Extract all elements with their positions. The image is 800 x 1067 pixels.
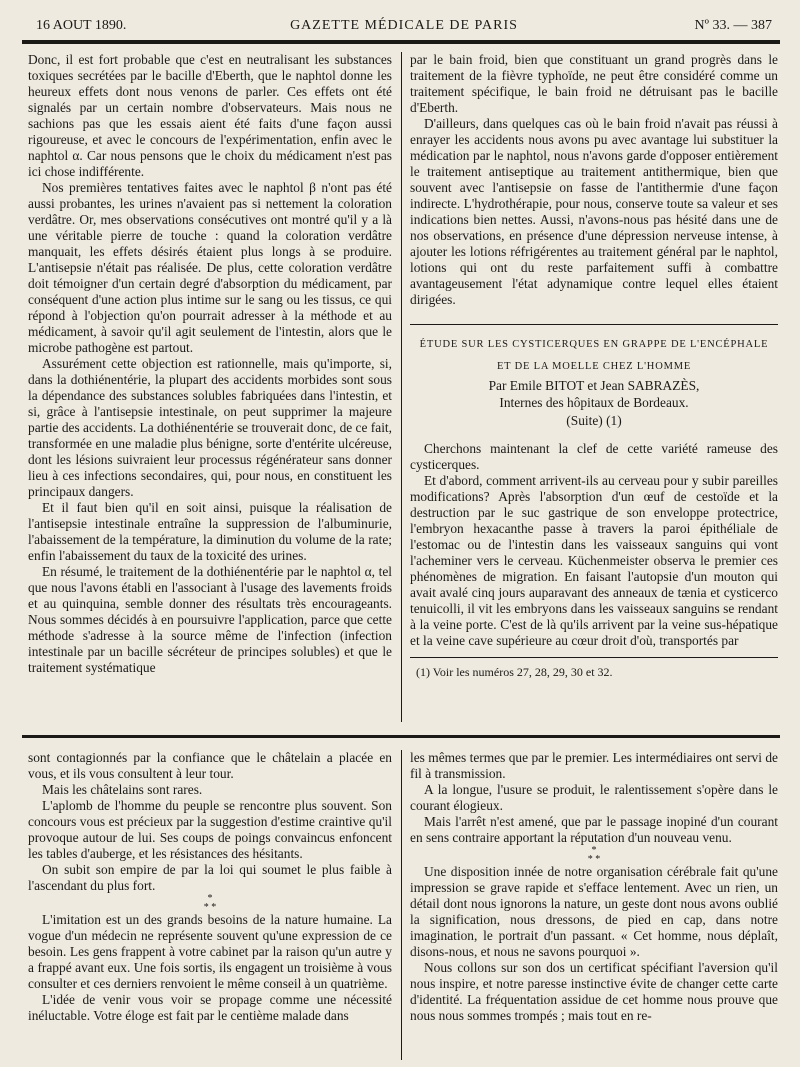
top-left-column [28,52,392,676]
paragraph: Donc, il est fort probable que c'est en neutralisant les substances toxiques secrétées par le bacille d'Eberth, que le naphtol donne les heureux effets dont nous venons de parler. Ces effets ont été signalés par un certain nombre d'observateurs. Mais nous ne sachions pas que les essais aient été faits d'une façon aussi rigoureuse, et avec le concours de l'expérimentation, enfin avec le naphtol α. Car nous pensons que le choix du médicament n'est pas ici chose indifférente. [28,52,392,179]
paragraph: Une disposition innée de notre organisation cérébrale fait qu'une impression se grave rapide et s'efface lentement. Avec un rien, un détail dont nous ignorons la nature, un geste dont nous avons oublié la signification, nous dressons, de pied en cap, dans notre imagination, le portrait d'un passant. « Cet homme, nous déplaît, disons-nous, et nous ne savons pourquoi ». [410,864,778,959]
paragraph: L'imitation est un des grands besoins de la nature humaine. La vogue d'un médecin ne représente souvent qu'une expression de ce besoin. Les gens frappent à votre cabinet par la raison qu'un autre y a frappé avant eux. Une fois sortis, ils engagent un troisième à vous consulter et ces derniers renvoient le même conseil à un quatrième. [28,912,392,991]
bottom-left-column [28,750,392,1024]
page-header [28,12,780,38]
article-affiliation: Internes des hôpitaux de Bordeaux. [499,395,689,410]
paragraph: par le bain froid, bien que constituant un grand progrès dans le traitement de la fièvre typhoïde, ne peut être considéré comme un traitement spécifique, le bain froid ne détruisant pas le bacille d'Eberth. [410,52,778,115]
paragraph: Cherchons maintenant la clef de cette variété rameuse des cysticerques. [410,441,778,472]
paragraph: Assurément cette objection est rationnelle, mais qu'importe, si, dans la dothiénentérie, la plupart des accidents morbides sont sous la dépendance des substances solubles fabriquées dans l'intestin, et si, grâce à l'antisepsie intestinale, on peut supprimer la majeure partie des accidents. La dothiénentérie se trouverait donc, de ce fait, transformée en une maladie plus bénigne, sorte d'entérite ulcéreuse, dont les lésions suivraient leur processus régénérateur sans donner lieu à ces infections secondaires, qui, pour nous, en constituent les principaux dangers. [28,356,392,499]
paragraph: L'aplomb de l'homme du peuple se rencontre plus souvent. Son concours vous est précieux par la suggestion d'estime craintive qu'il provoque autour de lui. Ses coups de poings convaincus enfoncent les tables d'auberge, et les résistances des hésitants. [28,798,392,861]
paragraph: sont contagionnés par la confiance que le châtelain a placée en vous, et ils vous consultent à leur tour. [28,750,392,781]
top-right-column [410,52,778,680]
section-separator [22,735,780,738]
paragraph: Mais l'arrêt n'est amené, que par le passage inopiné d'un courant en sens contraire apportant la réputation d'un nouveau venu. [410,814,778,845]
paragraph: Nos premières tentatives faites avec le naphtol β n'ont pas été aussi probantes, les urines n'avaient pas si nettement la coloration verdâtre. Or, mes observations consécutives ont montré qu'il y a là une véritable pierre de touche : quand la coloration verdâtre manquait, les effets désirés étaient plus longs à se produire. L'antisepsie n'était pas réalisée. De plus, cette coloration verdâtre doit témoigner d'un certain degré d'absorption du médicament, par conséquent d'une action plus intime sur le sang ou les tissus, ce qui répond à l'objection qu'on pourrait adresser à la méthode et au médicament, à savoir qu'il agit seulement de l'intestin, alors que le microbe pathogène est partout. [28,180,392,355]
column-divider [401,52,402,722]
paragraph: D'ailleurs, dans quelques cas où le bain froid n'avait pas réussi à enrayer les accidents nous avons pu avec avantage lui substituer la médication par le naphtol, nous n'avons garde d'opposer entièrement le traitement antiseptique au traitement antithermique, bien que souvent avec l'antisepsie on fasse de l'antithermie d'une façon indirecte. L'hydrothérapie, pour nous, conserve toute sa valeur et ses indications bien nettes. Aussi, n'avons-nous pas hésité dans une de nos observations, en présence d'une dépression nerveuse intense, à ajouter les lotions réfrigérentes au traitement général par le naphtol, lotions qui ont du reste parfaitement suffi à combattre avantageusement l'état adynamique contre lequel elles étaient dirigées. [410,116,778,307]
paragraph: On subit son empire de par la loi qui soumet le plus faible à l'ascendant du plus fort. [28,862,392,893]
section-rule [410,324,778,325]
section-stars: * * * [203,893,217,913]
paragraph: En résumé, le traitement de la dothiénentérie par le naphtol α, tel que nous l'avons établi en l'associant à l'usage des lavements froids et au quinquina, semble donner des résultats très encourageants. Nous sommes décidés à en poursuivre l'application, parce que cette méthode s'adresse à la source même de l'infection (infection intestinale par un bacille sécréteur de principes solubles) et que le traitement systématique [28,564,392,675]
header-date: 16 AOUT 1890. [36,18,127,33]
footnote: (1) Voir les numéros 27, 28, 29, 30 et 32. [416,665,613,679]
paragraph: Et il faut bien qu'il en soit ainsi, puisque la réalisation de l'antisepsie intestinale entraîne la suppression de l'albuminurie, l'abaissement de la température, la diminution du volume de la rate; enfin l'abaissement du taux de la toxicité des urines. [28,500,392,563]
paragraph: Nous collons sur son dos un certificat spécifiant l'aversion qu'il nous inspire, et notre paresse instinctive évite de changer cette carte d'identité. La fréquentation assidue de cet homme nous prouve que nous nous sommes trompés ; mais tout en re- [410,960,778,1023]
paragraph: les mêmes termes que par le premier. Les intermédiaires ont servi de fil à transmission. [410,750,778,781]
column-divider [401,750,402,1060]
header-rule [22,40,780,44]
article-suite: (Suite) (1) [566,413,622,428]
section-stars: * * * [587,845,601,865]
bottom-right-column [410,750,778,1024]
article-heading [410,333,778,431]
paragraph: Mais les châtelains sont rares. [42,782,203,797]
footnote-rule [410,657,778,658]
paragraph: A la longue, l'usure se produit, le ralentissement s'opère dans le courant élogieux. [410,782,778,813]
article-authors: Par Emile BITOT et Jean SABRAZÈS, [488,378,700,393]
paragraph: L'idée de venir vous voir se propage comme une nécessité inéluctable. Votre éloge est fait par le centième malade dans [28,992,392,1023]
article-title-line-1: ÉTUDE SUR LES CYSTICERQUES EN GRAPPE DE L'ENCÉPHALE [419,339,769,350]
header-title: GAZETTE MÉDICALE DE PARIS [290,18,518,33]
article-title-line-2: ET DE LA MOELLE CHEZ L'HOMME [496,361,692,372]
header-page-number: Nº 33. — 387 [694,18,772,33]
paragraph: Et d'abord, comment arrivent-ils au cerveau pour y subir pareilles modifications? Après l'absorption d'un œuf de cestoïde et la destruction par le suc gastrique de son enveloppe protectrice, l'embryon hexacanthe passe à travers la paroi épithéliale de l'estomac ou de l'intestin dans les vaisseaux sanguins qui vont l'acheminer vers le cerveau. Küchenmeister observa le premier ces phénomènes de migration. En faisant l'autopsie d'un mouton qui avait avalé cinq jours auparavant des anneaux de tænia et cysticerco tenuicolli, il vit les embryons dans les vaisseaux sanguins se rendant à la veine porte. C'est de là qu'ils arrivent par la veine sus-hépatique et la veine cave supérieure au cœur droit d'où, transportés par [410,473,778,648]
